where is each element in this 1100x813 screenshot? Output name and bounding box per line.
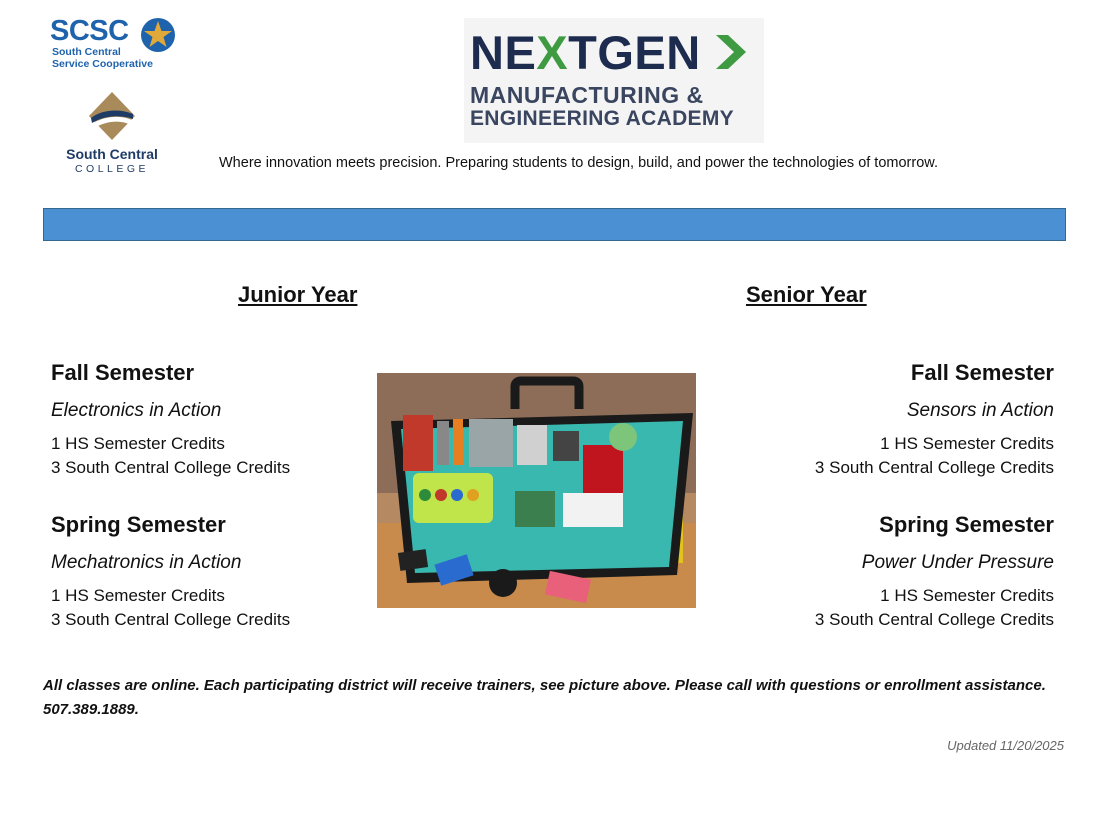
hs-credits: 1 HS Semester Credits (51, 434, 225, 453)
semester-label: Fall Semester (910, 360, 1054, 385)
nextgen-title-x: X (536, 26, 569, 79)
semester-label: Spring Semester (51, 512, 226, 537)
college-diamond-icon (89, 92, 135, 140)
college-credits: 3 South Central College Credits (814, 610, 1054, 629)
senior-year-heading: Senior Year (746, 282, 867, 307)
scsc-logo-line1: South Central (52, 46, 121, 58)
college-credits: 3 South Central College Credits (51, 458, 291, 477)
junior-year-heading: Junior Year (238, 282, 358, 307)
hs-credits: 1 HS Semester Credits (880, 586, 1054, 605)
hs-credits: 1 HS Semester Credits (880, 434, 1054, 453)
scsc-logo-abbr: SCSC (50, 15, 129, 47)
course-title: Power Under Pressure (861, 552, 1054, 573)
nextgen-logo-line2: ENGINEERING ACADEMY (470, 107, 734, 130)
nextgen-logo-line1: MANUFACTURING & (470, 82, 704, 108)
college-credits: 3 South Central College Credits (51, 610, 291, 629)
updated-date: Updated 11/20/2025 (947, 738, 1064, 753)
semester-label: Fall Semester (51, 360, 195, 385)
scsc-logo-line2: Service Cooperative (52, 58, 153, 70)
nextgen-logo-title (470, 26, 701, 80)
chevron-right-icon (712, 33, 748, 71)
college-credits: 3 South Central College Credits (814, 458, 1054, 477)
college-logo-name: South Central (66, 146, 158, 162)
junior-spring-block (51, 512, 321, 632)
hs-credits: 1 HS Semester Credits (51, 586, 225, 605)
trainer-kit-image (377, 373, 696, 608)
tagline: Where innovation meets precision. Preparing students to design, build, and power the technologies of tomorrow. (219, 155, 938, 171)
course-title: Sensors in Action (906, 400, 1054, 421)
star-globe-icon (139, 16, 177, 54)
course-title: Electronics in Action (51, 400, 222, 421)
junior-fall-block (51, 360, 321, 480)
nextgen-title-part1: NE (470, 26, 537, 79)
senior-spring-block (784, 512, 1054, 632)
nextgen-title-part2: TGEN (568, 26, 701, 79)
banner-bar (43, 208, 1066, 241)
scsc-logo (50, 14, 180, 74)
senior-fall-block (784, 360, 1054, 480)
enrollment-note: All classes are online. Each participating district will receive trainers, see picture above. Please call with questions or enrollment assistance. 507.389.1889. (43, 677, 1046, 718)
semester-label: Spring Semester (879, 512, 1054, 537)
course-title: Mechatronics in Action (51, 552, 242, 573)
college-logo-sub: COLLEGE (74, 163, 150, 175)
